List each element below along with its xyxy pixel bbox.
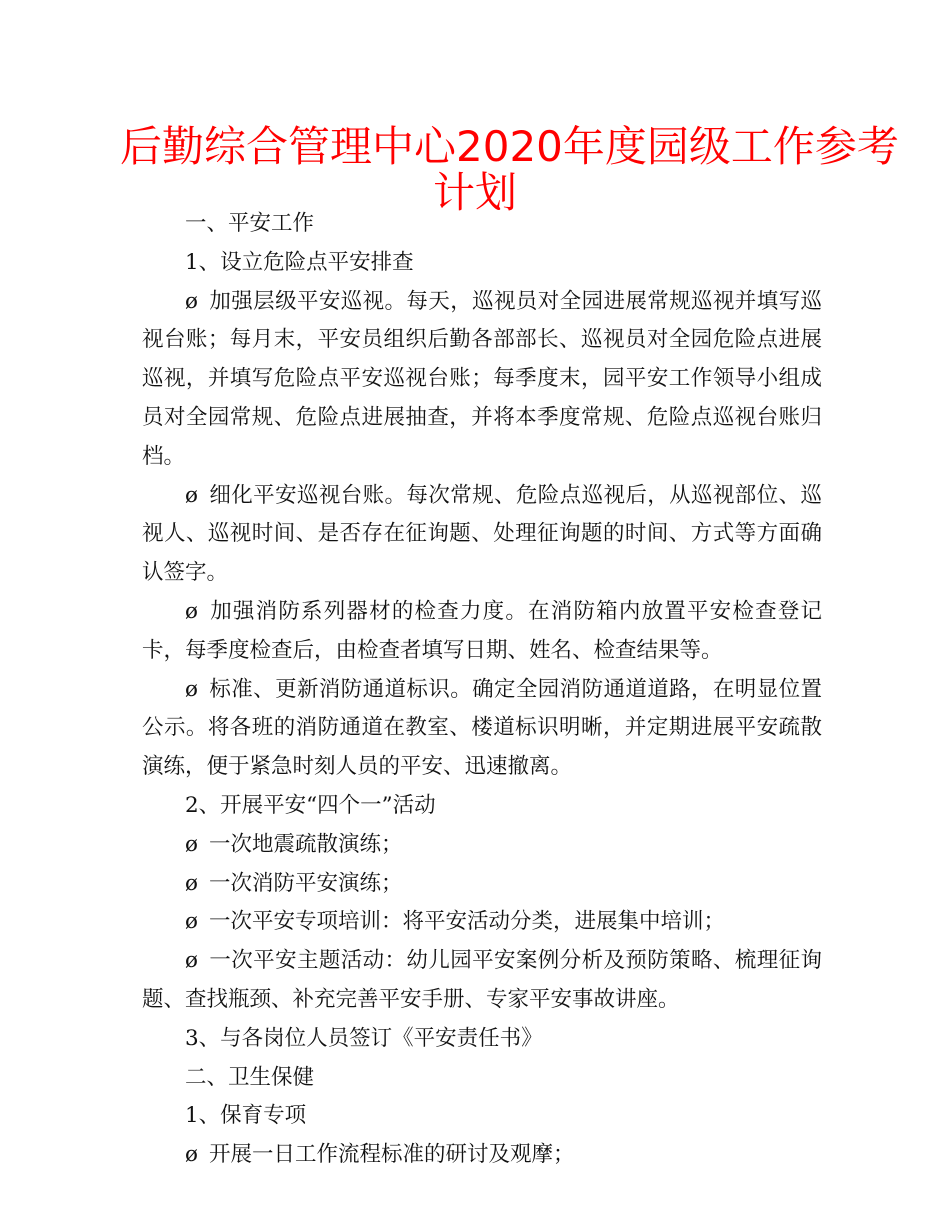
paragraph-text: 一次消防平安演练； — [209, 870, 403, 896]
paragraph — [142, 787, 822, 826]
paragraph — [142, 1097, 822, 1136]
bullet-paragraph — [142, 671, 822, 787]
bullet-paragraph — [142, 477, 822, 593]
paragraph-text: 一次平安专项培训：将平安活动分类，进展集中培训； — [209, 909, 726, 935]
paragraph-text: 2、开展平安“四个一”活动 — [185, 792, 436, 818]
paragraph-text: 标准、更新消防通道标识。确定全园消防通道道路，在明显位置公示。将各班的消防通道在教室、楼道标识明晰，并定期进展平安疏散演练，便于紧急时刻人员的平安、迅速撤离。 — [142, 676, 822, 780]
document-title-line-1: 后勤综合管理中心2020年度园级工作参考 — [120, 122, 899, 171]
paragraph — [142, 1059, 822, 1098]
paragraph-text: 一次地震疏散演练； — [209, 831, 403, 857]
bullet-symbol: ø — [185, 482, 198, 508]
paragraph-text: 细化平安巡视台账。每次常规、危险点巡视后，从巡视部位、巡视人、巡视时间、是否存在征询题、处理征询题的时间、方式等方面确认签字。 — [142, 482, 822, 586]
paragraph — [142, 244, 822, 283]
bullet-paragraph — [142, 865, 822, 904]
bullet-symbol: ø — [185, 909, 198, 935]
paragraph-text: 加强消防系列器材的检查力度。在消防箱内放置平安检查登记卡，每季度检查后，由检查者填写日期、姓名、检查结果等。 — [142, 598, 822, 663]
bullet-paragraph — [142, 903, 822, 942]
bullet-symbol: ø — [185, 831, 198, 857]
bullet-symbol: ø — [185, 870, 198, 896]
paragraph-text: 二、卫生保健 — [185, 1064, 315, 1090]
paragraph-text: 一、平安工作 — [185, 211, 315, 236]
paragraph-text: 3、与各岗位人员签订《平安责任书》 — [185, 1025, 543, 1051]
paragraph-text: 加强层级平安巡视。每天，巡视员对全园进展常规巡视并填写巡视台账；每月末，平安员组织后勤各部部长、巡视员对全园危险点进展巡视，并填写危险点平安巡视台账；每季度末，园平安工作领导小组成员对全园常规、危险点进展抽查，并将本季度常规、危险点巡视台账归档。 — [142, 288, 822, 469]
bullet-symbol: ø — [185, 676, 198, 702]
paragraph-text: 1、保育专项 — [185, 1103, 307, 1129]
bullet-paragraph — [142, 1136, 822, 1175]
paragraph-text: 一次平安主题活动：幼儿园平安案例分析及预防策略、梳理征询题、查找瓶颈、补充完善平安手册、专家平安事故讲座。 — [142, 948, 822, 1012]
paragraph-text: 1、设立危险点平安排查 — [185, 249, 414, 275]
bullet-paragraph — [142, 826, 822, 865]
bullet-symbol: ø — [185, 948, 198, 974]
bullet-symbol: ø — [185, 598, 198, 624]
document-body — [142, 205, 822, 1175]
paragraph-text: 开展一日工作流程标准的研讨及观摩； — [209, 1142, 575, 1168]
document-title-line-2: 计划 — [432, 168, 517, 217]
paragraph — [142, 205, 822, 244]
bullet-paragraph — [142, 283, 822, 477]
paragraph — [142, 1020, 822, 1059]
bullet-symbol: ø — [185, 288, 198, 314]
bullet-paragraph — [142, 593, 822, 671]
bullet-symbol: ø — [185, 1142, 198, 1168]
bullet-paragraph — [142, 942, 822, 1020]
